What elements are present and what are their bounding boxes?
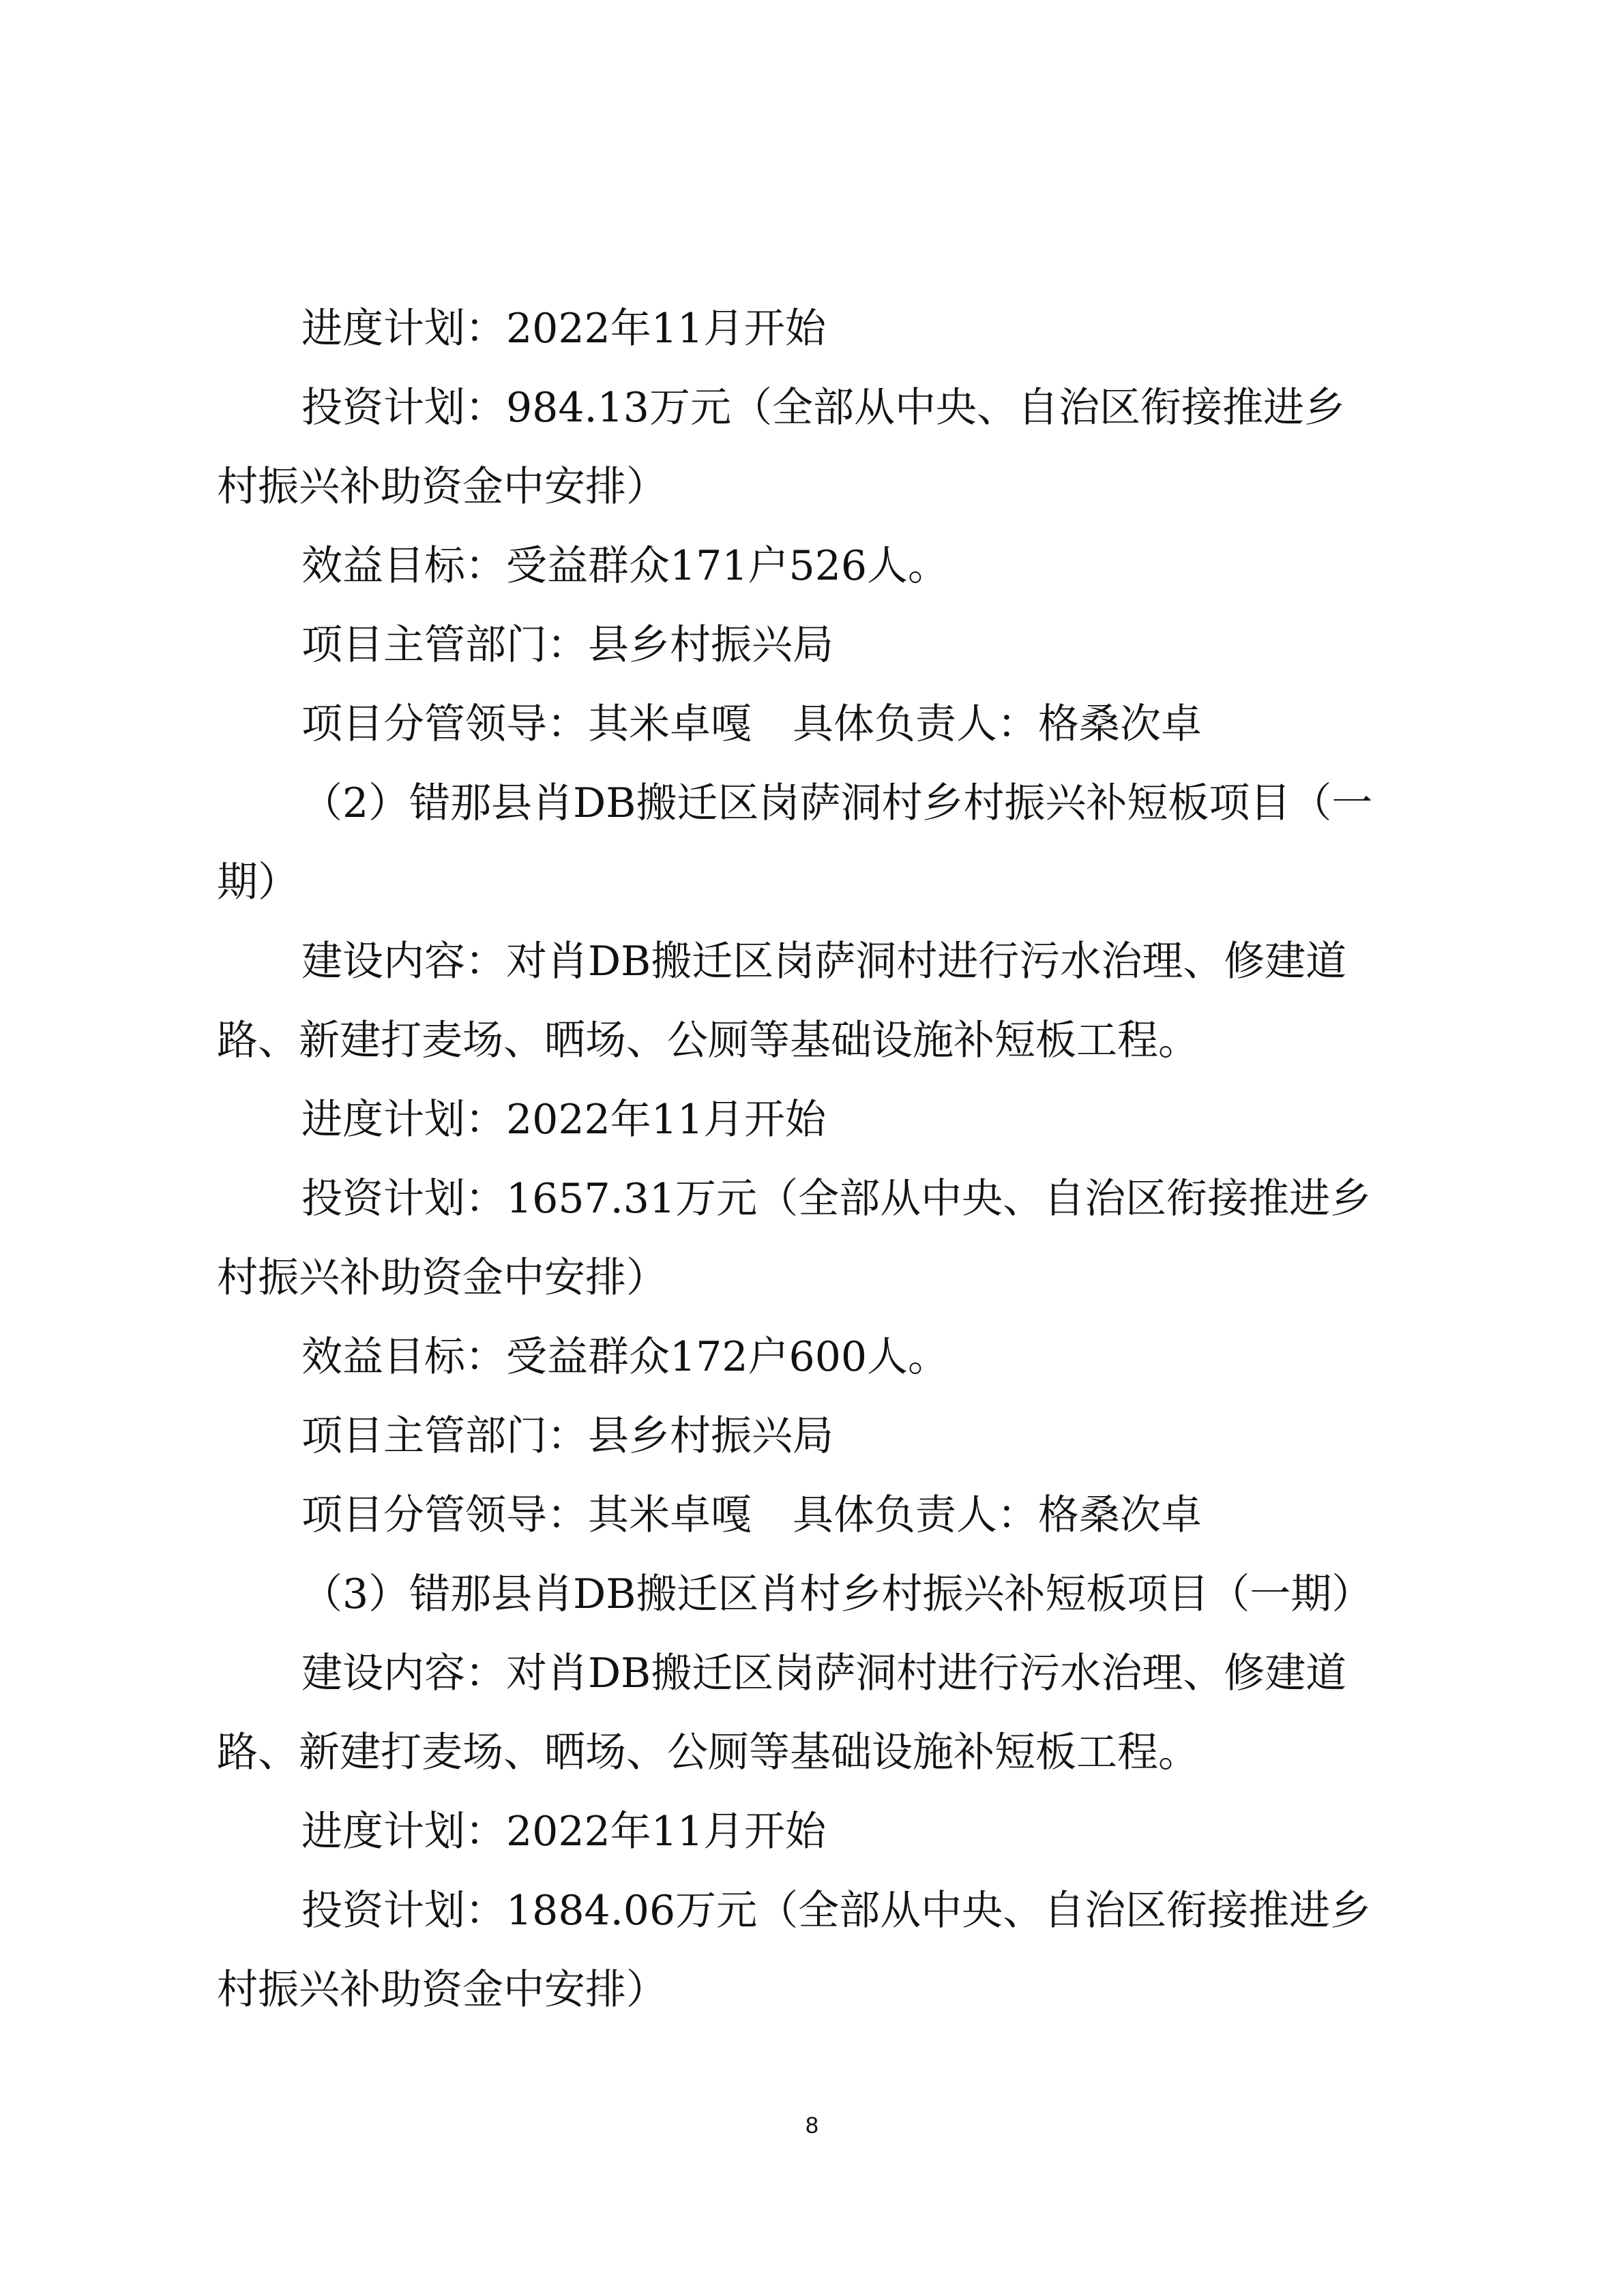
text-line: 进度计划：2022年11月开始 [301,1096,827,1144]
text-line: 村振兴补助资金中安排） [217,463,667,511]
text-line: 路、新建打麦场、晒场、公厕等基础设施补短板工程。 [217,1017,1199,1064]
text-line: 效益目标：受益群众172户600人。 [301,1333,949,1381]
text-line: 项目分管领导：其米卓嘎 具体负责人：格桑次卓 [301,1491,1202,1539]
text-line: 村振兴补助资金中安排） [217,1966,667,2014]
document-body [217,289,1417,2029]
text-line: 项目分管领导：其米卓嘎 具体负责人：格桑次卓 [301,700,1202,748]
text-line: 效益目标：受益群众171户526人。 [301,542,949,590]
text-line: 项目主管部门：县乡村振兴局 [301,1412,833,1460]
text-line: 建设内容：对肖DB搬迁区岗萨洞村进行污水治理、修建道 [301,938,1347,985]
section-heading-continued: 期） [217,859,299,906]
text-line: 进度计划：2022年11月开始 [301,1808,827,1855]
text-line: 投资计划：984.13万元（全部从中央、自治区衔接推进乡 [301,384,1345,432]
text-line: 投资计划：1884.06万元（全部从中央、自治区衔接推进乡 [301,1887,1372,1935]
text-line: 项目主管部门：县乡村振兴局 [301,621,833,669]
section-heading: （3）错那县肖DB搬迁区肖村乡村振兴补短板项目（一期） [301,1570,1373,1618]
text-line: 投资计划：1657.31万元（全部从中央、自治区衔接推进乡 [301,1175,1372,1223]
text-line: 进度计划：2022年11月开始 [301,305,827,353]
section-heading: （2）错那县肖DB搬迁区岗萨洞村乡村振兴补短板项目（一 [301,779,1373,827]
page-number: 8 [806,2113,818,2138]
text-line: 村振兴补助资金中安排） [217,1254,667,1302]
text-line: 建设内容：对肖DB搬迁区岗萨洞村进行污水治理、修建道 [301,1650,1347,1697]
text-line: 路、新建打麦场、晒场、公厕等基础设施补短板工程。 [217,1729,1199,1776]
